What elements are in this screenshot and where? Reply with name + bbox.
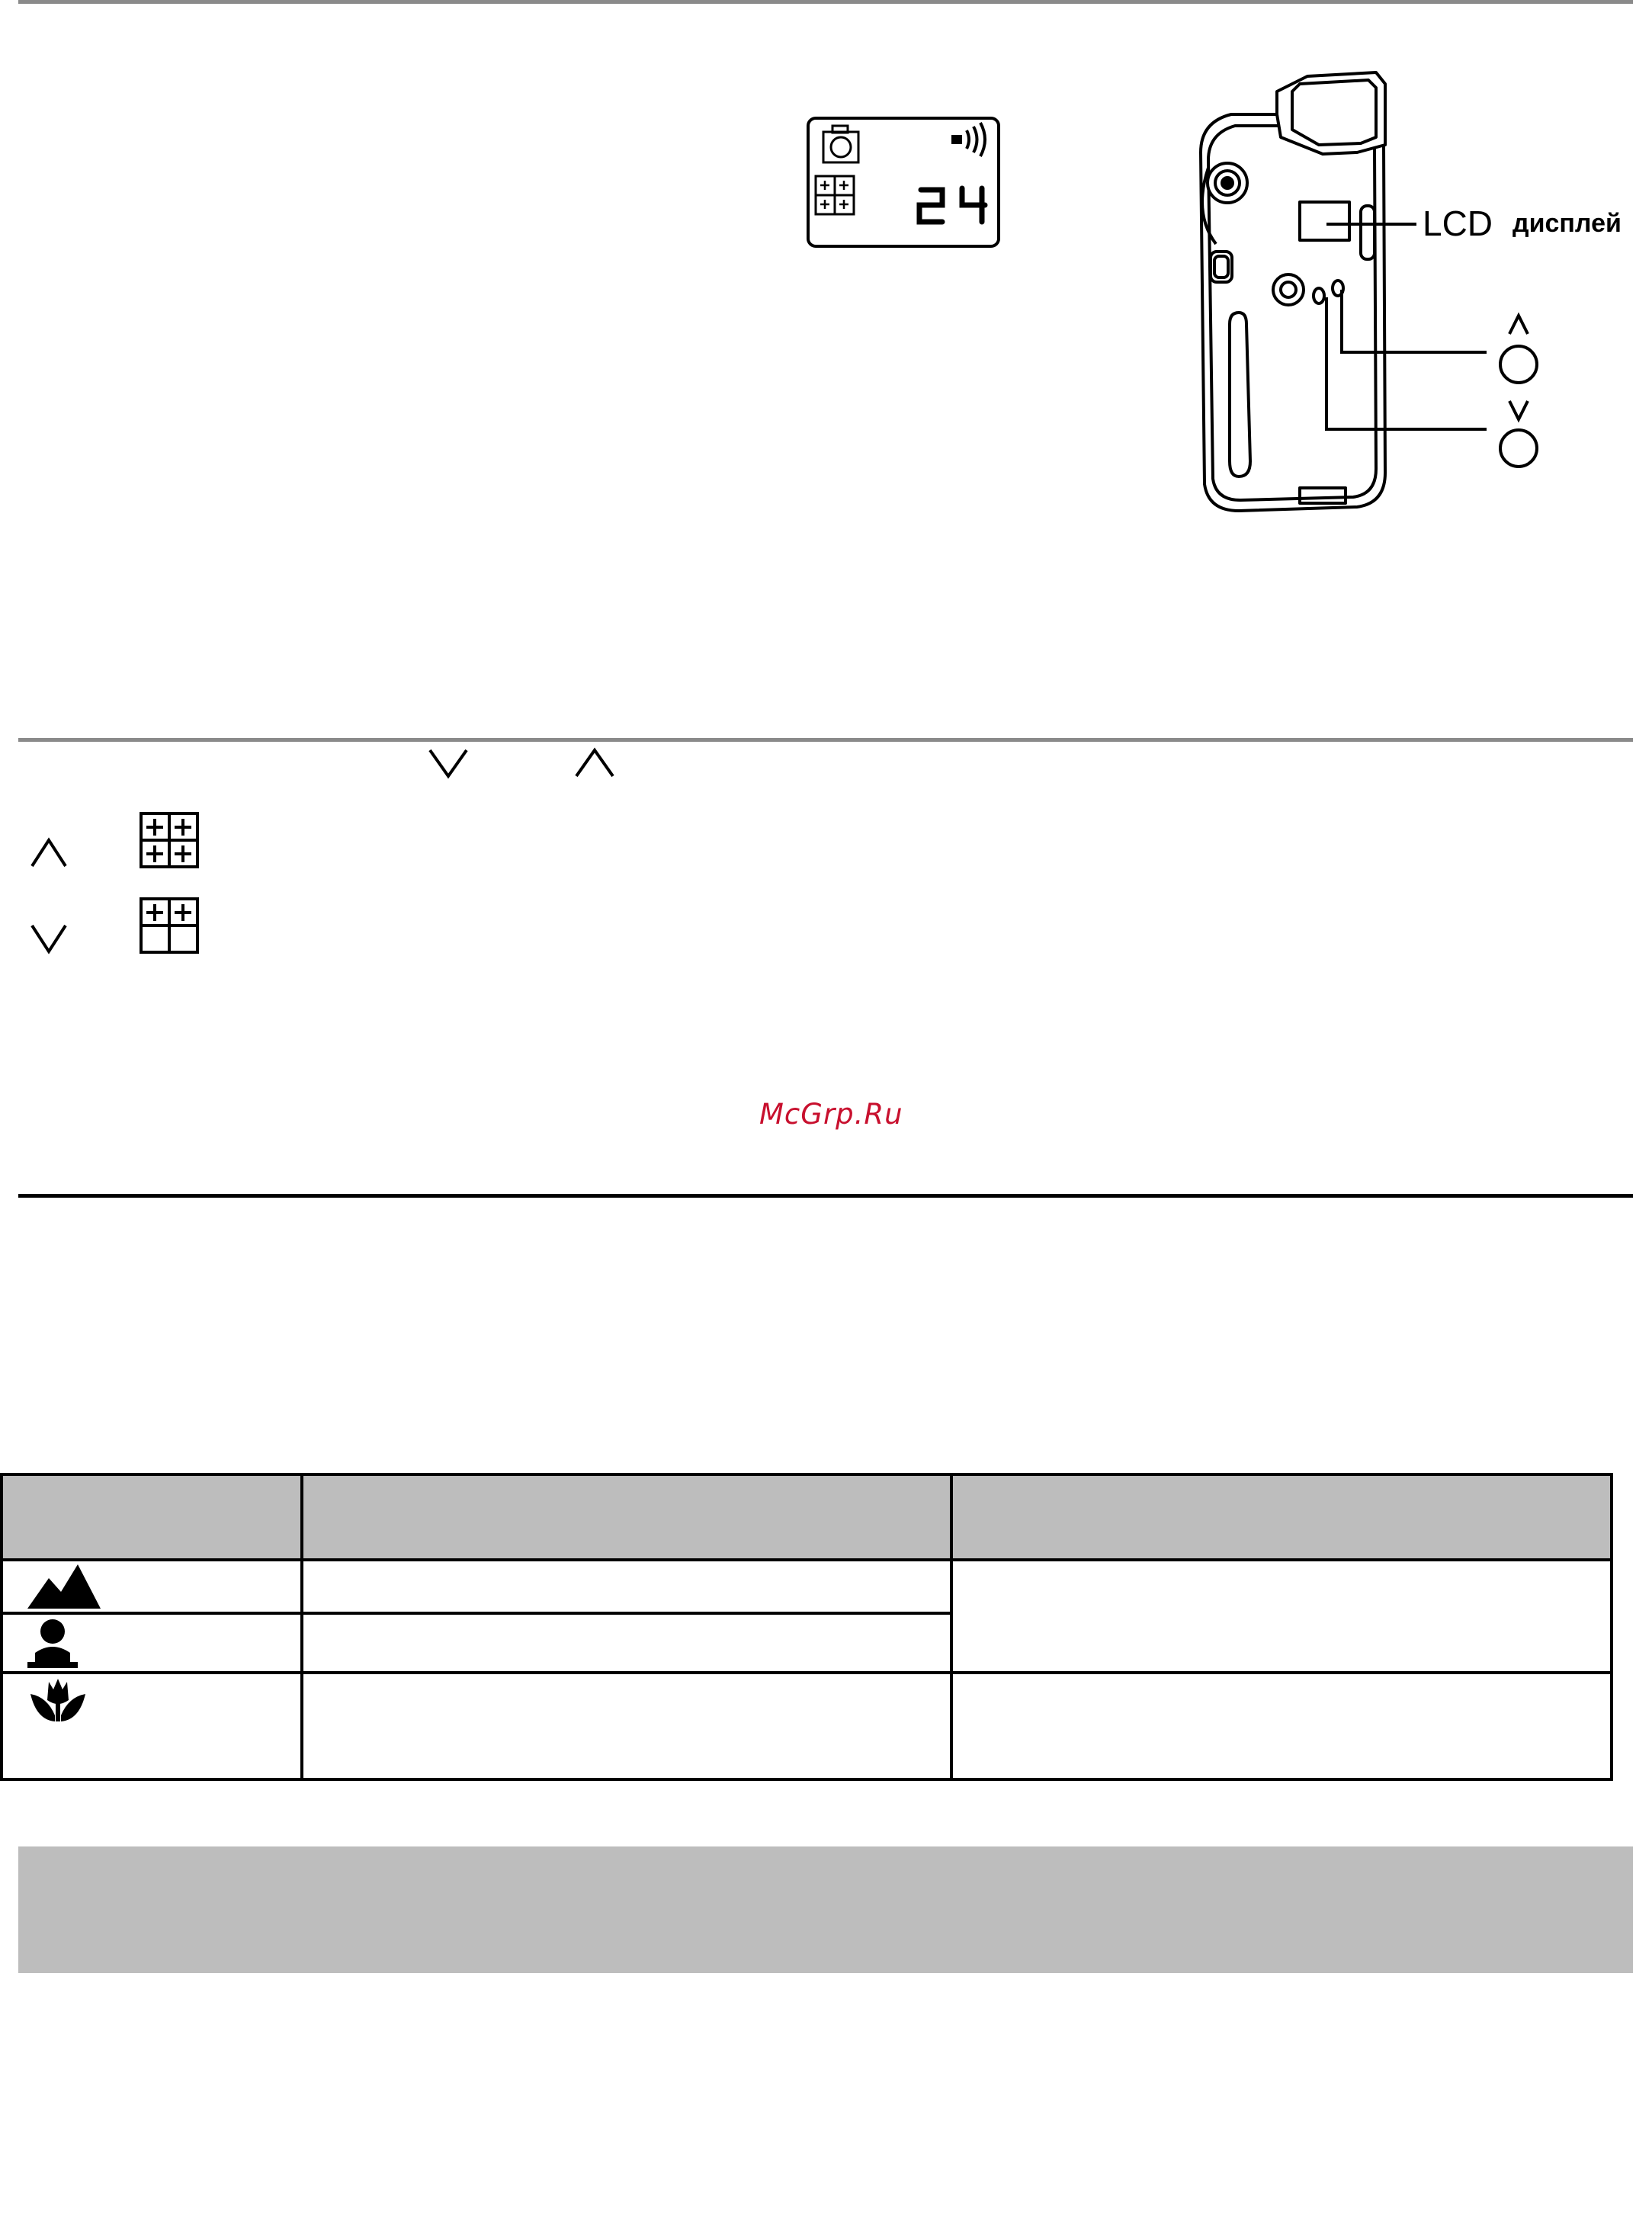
- lcd-panel: [807, 117, 1000, 248]
- table-row: [2, 1673, 1612, 1779]
- lcd-label: LCD: [1423, 204, 1493, 243]
- macro-tulip-icon: [27, 1677, 88, 1723]
- table-cell: [302, 1560, 951, 1613]
- table-header-cell: [302, 1474, 951, 1560]
- section-rule: [18, 738, 1633, 742]
- chevron-down-icon: [1509, 401, 1528, 419]
- table-row: [2, 1560, 1612, 1613]
- table-header-cell: [951, 1474, 1612, 1560]
- table-header-cell: [2, 1474, 302, 1560]
- normal-quality-grid-icon: [139, 897, 200, 954]
- up-button[interactable]: [1496, 311, 1541, 387]
- mode-icon-cell: [2, 1560, 302, 1613]
- display-label: дисплей: [1512, 209, 1622, 238]
- table-cell: [951, 1673, 1612, 1779]
- chevron-up-icon: [1509, 316, 1528, 334]
- watermark-text: McGrp.Ru: [759, 1098, 903, 1131]
- mode-icon-cell: [2, 1673, 302, 1779]
- heading-chevron-up-icon: [573, 747, 616, 779]
- row-up-chevron-icon: [29, 837, 69, 869]
- modes-table: [0, 1473, 1613, 1781]
- table-header-row: [2, 1474, 1612, 1560]
- table-cell: [302, 1613, 951, 1673]
- landscape-icon: [27, 1564, 101, 1609]
- note-box: [18, 1846, 1633, 1973]
- table-cell: [302, 1673, 951, 1779]
- portrait-icon: [27, 1618, 78, 1668]
- fine-quality-grid-icon: [139, 811, 200, 869]
- section-rule-black: [18, 1194, 1633, 1198]
- down-button[interactable]: [1496, 396, 1541, 473]
- mode-icon-cell: [2, 1613, 302, 1673]
- row-down-chevron-icon: [29, 922, 69, 954]
- table-cell: [951, 1560, 1612, 1673]
- top-rule: [18, 0, 1633, 4]
- heading-chevron-down-icon: [427, 747, 470, 779]
